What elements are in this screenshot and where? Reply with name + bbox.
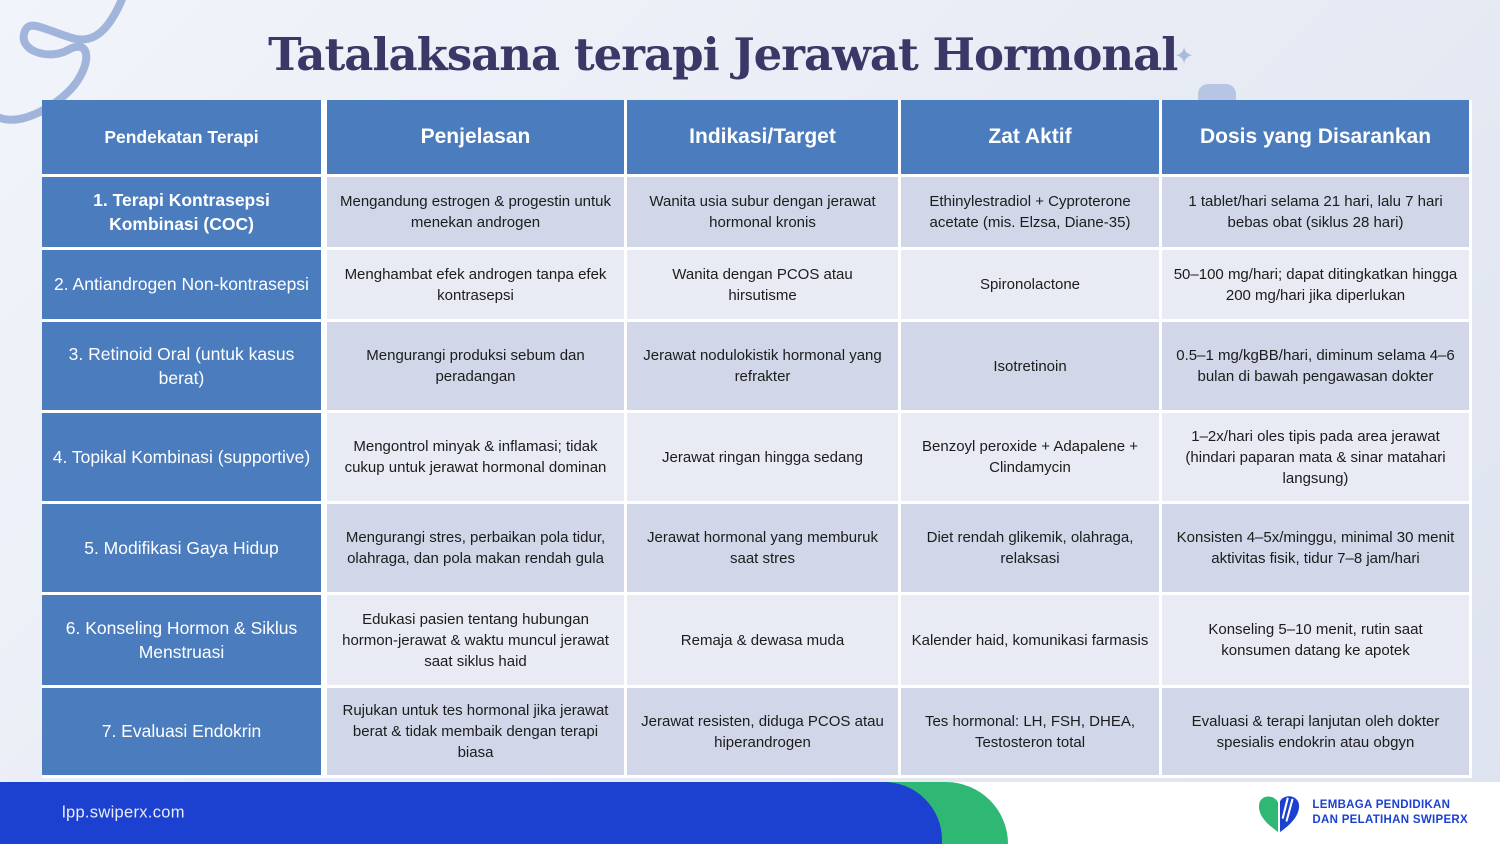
row-approach: 6. Konseling Hormon & Siklus Menstruasi — [42, 595, 324, 685]
row-indication: Jerawat hormonal yang memburuk saat stres — [627, 504, 898, 592]
row-dose: 0.5–1 mg/kgBB/hari, diminum selama 4–6 bulan di bawah pengawasan dokter — [1162, 322, 1469, 410]
row-active-substance: Ethinylestradiol + Cyproterone acetate (mis. Elzsa, Diane-35) — [901, 177, 1159, 247]
row-indication: Jerawat nodulokistik hormonal yang refrakter — [627, 322, 898, 410]
swiperx-logo — [1256, 792, 1468, 834]
therapy-table — [42, 100, 1472, 778]
header-zat-aktif: Zat Aktif — [901, 100, 1159, 174]
header-pendekatan-terapi: Pendekatan Terapi — [42, 100, 324, 174]
logo-line2: DAN PELATIHAN SWIPERX — [1312, 814, 1468, 826]
row-approach: 1. Terapi Kontrasepsi Kombinasi (COC) — [42, 177, 324, 247]
row-approach: 2. Antiandrogen Non-kontrasepsi — [42, 250, 324, 319]
row-explanation: Mengurangi stres, perbaikan pola tidur, olahraga, dan pola makan rendah gula — [327, 504, 624, 592]
row-dose: Konsisten 4–5x/minggu, minimal 30 menit aktivitas fisik, tidur 7–8 jam/hari — [1162, 504, 1469, 592]
header-dosis: Dosis yang Disarankan — [1162, 100, 1469, 174]
row-indication: Remaja & dewasa muda — [627, 595, 898, 685]
header-penjelasan: Penjelasan — [327, 100, 624, 174]
row-explanation: Mengandung estrogen & progestin untuk menekan androgen — [327, 177, 624, 247]
row-approach: 7. Evaluasi Endokrin — [42, 688, 324, 775]
row-active-substance: Tes hormonal: LH, FSH, DHEA, Testosteron total — [901, 688, 1159, 775]
row-active-substance: Kalender haid, komunikasi farmasis — [901, 595, 1159, 685]
footer — [0, 782, 1500, 844]
logo-text — [1312, 798, 1468, 828]
row-active-substance: Benzoyl peroxide + Adapalene + Clindamycin — [901, 413, 1159, 501]
row-indication: Jerawat ringan hingga sedang — [627, 413, 898, 501]
row-active-substance: Isotretinoin — [901, 322, 1159, 410]
row-explanation: Edukasi pasien tentang hubungan hormon-jerawat & waktu muncul jerawat saat siklus haid — [327, 595, 624, 685]
row-indication: Jerawat resisten, diduga PCOS atau hiperandrogen — [627, 688, 898, 775]
row-explanation: Mengontrol minyak & inflamasi; tidak cukup untuk jerawat hormonal dominan — [327, 413, 624, 501]
row-dose: 1–2x/hari oles tipis pada area jerawat (hindari paparan mata & sinar matahari langsung) — [1162, 413, 1469, 501]
row-active-substance: Diet rendah glikemik, olahraga, relaksasi — [901, 504, 1159, 592]
header-indikasi-target: Indikasi/Target — [627, 100, 898, 174]
row-dose: Evaluasi & terapi lanjutan oleh dokter spesialis endokrin atau obgyn — [1162, 688, 1469, 775]
row-indication: Wanita dengan PCOS atau hirsutisme — [627, 250, 898, 319]
logo-line1: LEMBAGA PENDIDIKAN — [1312, 799, 1451, 812]
row-approach: 4. Topikal Kombinasi (supportive) — [42, 413, 324, 501]
row-approach: 3. Retinoid Oral (untuk kasus berat) — [42, 322, 324, 410]
row-dose: 50–100 mg/hari; dapat ditingkatkan hingga 200 mg/hari jika diperlukan — [1162, 250, 1469, 319]
row-dose: Konseling 5–10 menit, rutin saat konsumen datang ke apotek — [1162, 595, 1469, 685]
row-explanation: Menghambat efek androgen tanpa efek kontrasepsi — [327, 250, 624, 319]
row-dose: 1 tablet/hari selama 21 hari, lalu 7 hari bebas obat (siklus 28 hari) — [1162, 177, 1469, 247]
page-title: Tatalaksana terapi Jerawat Hormonal — [268, 28, 1178, 81]
row-explanation: Mengurangi produksi sebum dan peradangan — [327, 322, 624, 410]
heart-book-icon — [1256, 792, 1302, 834]
row-approach: 5. Modifikasi Gaya Hidup — [42, 504, 324, 592]
row-explanation: Rujukan untuk tes hormonal jika jerawat berat & tidak membaik dengan terapi biasa — [327, 688, 624, 775]
row-active-substance: Spironolactone — [901, 250, 1159, 319]
footer-url: lpp.swiperx.com — [62, 803, 185, 822]
sparkle-icon: ✦ — [1174, 43, 1195, 70]
row-indication: Wanita usia subur dengan jerawat hormonal kronis — [627, 177, 898, 247]
